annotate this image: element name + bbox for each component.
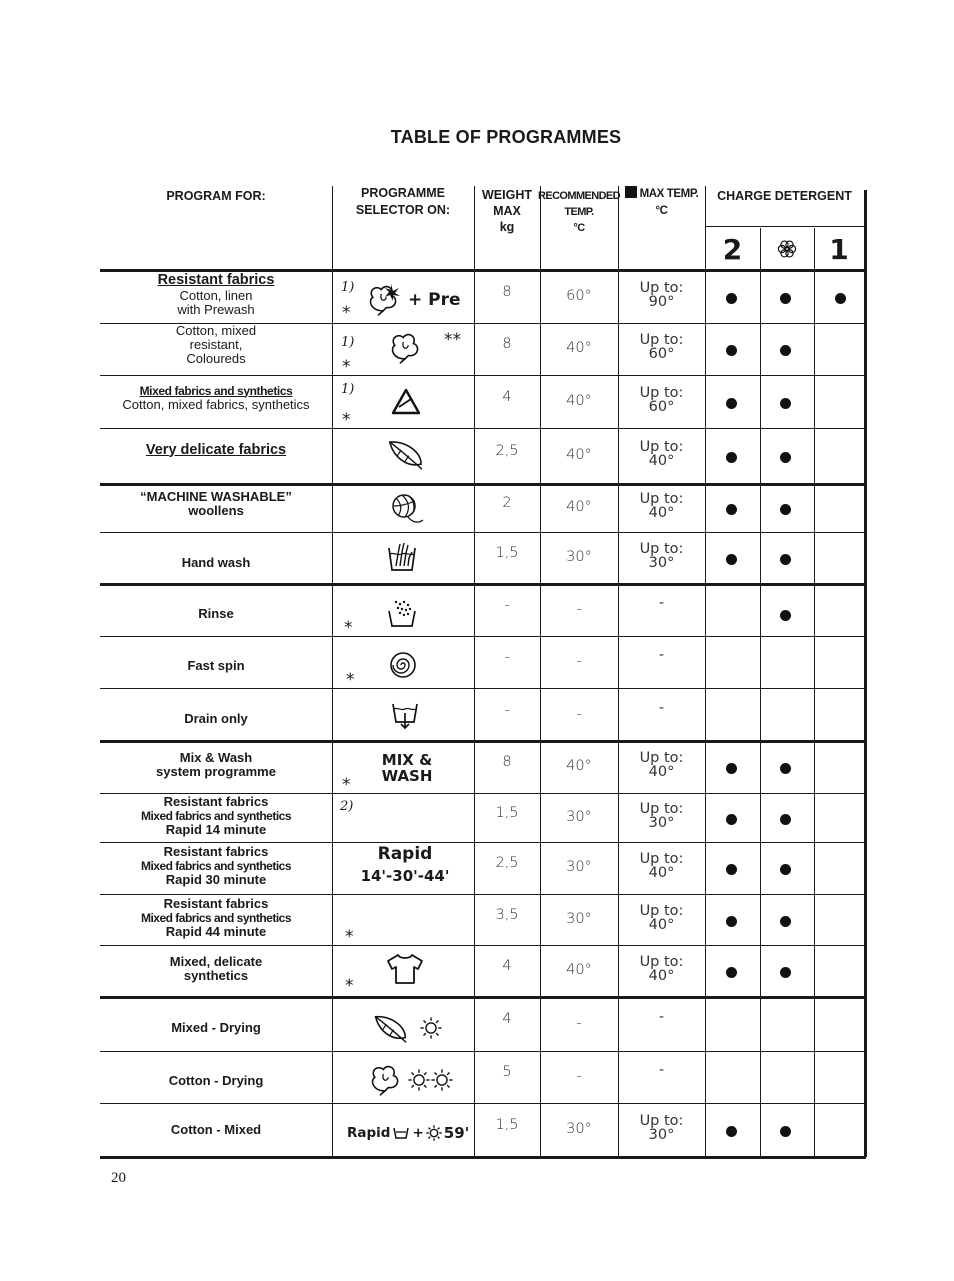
program-name-cell <box>100 319 332 371</box>
footnote-1: 1) <box>341 280 355 295</box>
weight-cell <box>474 636 540 678</box>
max-temp-cell <box>618 1051 705 1089</box>
recommended-temp-value: 40° <box>566 392 592 409</box>
softener-dot <box>780 398 791 409</box>
recommended-temp-value: 40° <box>566 447 592 463</box>
recommended-temp-cell <box>540 534 618 580</box>
header-selector <box>332 186 474 218</box>
weight-cell <box>474 1103 540 1147</box>
recommended-temp-cell <box>540 1053 618 1099</box>
max-temp-value: Up to: <box>639 491 684 507</box>
recommended-temp-value: - <box>576 705 582 722</box>
weight-cell <box>474 793 540 832</box>
recommended-temp-cell <box>540 896 618 941</box>
star-marker: * <box>345 927 354 947</box>
drain-icon <box>390 700 420 730</box>
cotton-prewash-icon-wrap <box>366 282 400 316</box>
wool-icon-wrap <box>388 490 424 526</box>
max-temp-cell <box>618 375 705 424</box>
program-name-cell <box>100 943 332 995</box>
header-text: kg <box>499 220 515 234</box>
weight-cell <box>474 532 540 574</box>
recommended-temp-cell <box>540 377 618 424</box>
max-temp-value: 30° <box>648 1127 675 1143</box>
recommended-temp-cell <box>540 795 618 838</box>
recommended-temp-value: 40° <box>566 962 592 978</box>
recommended-temp-cell <box>540 586 618 632</box>
weight-value: 1,5 <box>495 1117 519 1133</box>
softener-dot <box>780 293 791 304</box>
recommended-temp-value: - <box>576 601 582 617</box>
weight-cell <box>474 741 540 783</box>
shirt-icon <box>385 952 425 986</box>
max-temp-value: 30° <box>648 555 675 571</box>
delicate-leaf-icon <box>386 437 424 471</box>
drying-sun-icon <box>426 1125 442 1141</box>
drying-sun-icon <box>431 1069 453 1091</box>
weight-cell <box>474 688 540 731</box>
column-divider <box>760 228 761 1157</box>
drain-icon-wrap <box>390 700 420 730</box>
mix-wash-line: WASH <box>381 767 433 785</box>
star-marker: * <box>344 618 353 638</box>
flower-icon <box>776 238 798 260</box>
recommended-temp-value: 30° <box>566 808 592 825</box>
cotton-icon-wrap <box>388 330 422 364</box>
weight-value: 1,5 <box>495 545 519 561</box>
max-temp-value: - <box>658 1009 665 1025</box>
max-temp-value: 40° <box>648 764 675 780</box>
program-name-line: Cotton, mixed fabrics, synthetics <box>122 396 310 412</box>
softener-dot <box>780 504 791 515</box>
page-title: TABLE OF PROGRAMMES <box>390 127 622 147</box>
weight-value: - <box>504 649 510 665</box>
column-divider <box>332 186 333 1157</box>
recommended-temp-value: 30° <box>566 1121 592 1137</box>
rapid-title: Rapid <box>377 844 433 864</box>
detergent-2-dot <box>726 452 737 463</box>
max-temp-value: 40° <box>648 968 675 984</box>
detergent-2-dot <box>726 864 737 875</box>
softener-dot <box>780 554 791 565</box>
star-marker: * <box>346 670 355 690</box>
weight-value: 5 <box>502 1064 512 1080</box>
softener-dot <box>780 916 791 927</box>
recommended-temp-value: - <box>576 1015 582 1031</box>
max-temp-cell <box>618 894 705 941</box>
recommended-temp-cell <box>540 325 618 371</box>
header-text: SELECTOR ON: <box>355 203 451 217</box>
program-name-line: Mixed fabrics and synthetics <box>140 910 292 925</box>
recommended-temp-value: 60° <box>566 287 592 304</box>
max-temp-value: Up to: <box>639 851 684 867</box>
weight-value: 4 <box>502 958 512 974</box>
double-star-marker: ** <box>444 330 461 350</box>
column-divider <box>705 186 706 1157</box>
recommended-temp-value: - <box>576 1068 582 1084</box>
header-text: RECOMMENDED <box>538 190 621 202</box>
star-marker: * <box>342 775 351 795</box>
weight-cell <box>474 1051 540 1093</box>
program-name-cell <box>100 588 332 640</box>
drying-sun-icon-wrap <box>431 1069 453 1091</box>
max-temp-value: Up to: <box>639 332 684 348</box>
cotton-drying-icon <box>368 1062 402 1096</box>
weight-value: 3,5 <box>495 906 519 923</box>
drying-sun-icon-wrap <box>408 1069 430 1091</box>
page-number: 20 <box>111 1170 126 1186</box>
detergent-2-dot <box>726 554 737 565</box>
max-temp-value: Up to: <box>639 384 684 401</box>
program-name-line: Mixed, delicate <box>169 954 263 969</box>
mix-wash-line: MIX & <box>381 751 433 769</box>
mix-wash-label <box>372 752 442 784</box>
weight-cell <box>474 375 540 418</box>
header-text: TEMP. <box>564 206 594 218</box>
weight-value: 8 <box>502 336 512 352</box>
recommended-temp-value: 40° <box>566 758 592 774</box>
rinse-icon-wrap <box>386 599 418 629</box>
compartment-1 <box>814 228 864 270</box>
weight-value: - <box>504 701 510 718</box>
recommended-temp-cell <box>540 1105 618 1153</box>
delicate-leaf-drying-icon <box>372 1012 408 1044</box>
program-name-line: Rinse <box>198 606 234 621</box>
program-name-cell <box>100 1103 332 1157</box>
program-name-line: system programme <box>156 764 276 779</box>
recommended-temp-cell <box>540 690 618 737</box>
max-temp-cell <box>618 428 705 480</box>
max-temp-value: Up to: <box>639 439 684 455</box>
program-name-line: Rapid 30 minute <box>165 872 267 887</box>
header-text: °C <box>573 222 585 234</box>
cotton-drying-icon-wrap <box>368 1062 402 1096</box>
recommended-temp-value: 30° <box>566 549 592 565</box>
program-name-line: synthetics <box>183 968 249 983</box>
detergent-1-dot <box>835 293 846 304</box>
softener-dot <box>780 864 791 875</box>
weight-cell <box>474 428 540 474</box>
max-temp-cell <box>618 584 705 622</box>
program-name-line: Very delicate fabrics <box>145 441 287 458</box>
program-name-cell <box>100 892 332 943</box>
program-name-line: Cotton - Mixed <box>170 1122 262 1137</box>
program-name-line: Mixed - Drying <box>171 1020 261 1035</box>
cotton-prewash-icon <box>366 282 400 316</box>
program-name-line: Mixed fabrics and synthetics <box>139 383 293 398</box>
cotton-icon <box>388 330 422 364</box>
recommended-temp-cell <box>540 743 618 789</box>
recommended-temp-cell <box>540 486 618 528</box>
recommended-temp-cell <box>540 430 618 480</box>
header-recommended <box>538 186 621 238</box>
max-temp-cell <box>618 532 705 580</box>
max-temp-cell <box>618 741 705 789</box>
weight-cell <box>474 584 540 626</box>
header-divider <box>705 226 865 227</box>
rapid-59-plus: + <box>412 1125 424 1141</box>
star-marker: * <box>342 303 351 323</box>
compartment-2 <box>705 228 760 270</box>
spin-icon-wrap <box>388 650 418 680</box>
softener-dot <box>780 1126 791 1137</box>
header-text: PROGRAMME <box>360 186 446 200</box>
max-temp-value: 90° <box>648 293 675 310</box>
program-name-line: Fast spin <box>187 658 245 673</box>
max-temp-value: 40° <box>648 453 675 469</box>
weight-value: - <box>504 597 510 613</box>
spin-icon <box>388 650 418 680</box>
star-marker: * <box>342 357 351 377</box>
rapid-59-label <box>347 1124 469 1142</box>
program-name-line: Mix & Wash <box>179 750 253 765</box>
softener-dot <box>780 967 791 978</box>
weight-value: 4 <box>502 388 512 405</box>
detergent-2-dot <box>726 763 737 774</box>
header-program-for <box>100 186 332 206</box>
detergent-2-dot <box>726 967 737 978</box>
program-name-cell <box>100 739 332 791</box>
max-temp-value: Up to: <box>639 541 684 557</box>
weight-cell <box>474 484 540 522</box>
softener-dot <box>780 610 791 621</box>
program-name-line: Cotton - Drying <box>168 1073 264 1088</box>
rapid-59-prefix: Rapid <box>347 1125 391 1141</box>
rapid-59-time: 59' <box>443 1124 470 1142</box>
max-temp-cell <box>618 997 705 1037</box>
weight-cell <box>474 945 540 987</box>
max-temp-cell <box>618 270 705 319</box>
program-name-cell <box>100 1001 332 1055</box>
recommended-temp-cell <box>540 947 618 993</box>
max-temp-value: Up to: <box>639 279 684 296</box>
rinse-icon <box>386 599 418 629</box>
header-text: WEIGHT <box>482 188 532 202</box>
program-name-cell <box>100 268 332 321</box>
softener-dot <box>780 345 791 356</box>
detergent-2-dot <box>726 916 737 927</box>
program-name-line: Mixed fabrics and synthetics <box>140 859 292 873</box>
max-temp-cell <box>618 688 705 727</box>
recommended-temp-cell <box>540 999 618 1047</box>
program-name-line: Rapid 14 minute <box>165 821 267 837</box>
max-temp-value: 60° <box>648 398 675 415</box>
program-name-line: Resistant fabrics <box>163 793 269 809</box>
weight-value: 8 <box>502 754 512 770</box>
weight-cell <box>474 997 540 1041</box>
rapid-label <box>345 843 465 887</box>
star-marker: * <box>342 410 351 430</box>
rapid-times: 14'-30'-44' <box>360 867 450 885</box>
header-text: CHARGE DETERGENT <box>717 188 852 203</box>
header-text: PROGRAM FOR: <box>166 188 266 203</box>
program-name-line: Coloureds <box>186 351 246 366</box>
program-name-line: Resistant fabrics <box>157 272 275 288</box>
prewash-label: + Pre <box>408 290 461 310</box>
weight-cell <box>474 270 540 313</box>
program-name-line: Mixed fabrics and synthetics <box>140 808 292 823</box>
program-name-cell <box>100 1055 332 1107</box>
max-temp-value: - <box>658 647 665 663</box>
program-name-line: Hand wash <box>181 555 251 570</box>
max-temp-value: Up to: <box>639 902 684 919</box>
detergent-2-dot <box>726 293 737 304</box>
wash-tub-icon <box>392 1126 410 1140</box>
column-divider <box>814 228 815 1157</box>
weight-value: 1,5 <box>495 804 519 821</box>
program-name-line: Cotton, linen <box>179 288 253 303</box>
footnote-1: 1) <box>341 382 355 397</box>
program-name-cell <box>100 640 332 692</box>
recommended-temp-value: 40° <box>566 499 592 515</box>
max-temp-value: Up to: <box>639 954 684 970</box>
hand-wash-icon <box>386 540 418 574</box>
weight-value: 4 <box>502 1011 512 1027</box>
weight-value: 2 <box>502 495 512 511</box>
max-temp-value: Up to: <box>639 800 684 817</box>
drying-sun-icon <box>408 1069 430 1091</box>
star-marker: * <box>345 976 354 996</box>
program-name-cell <box>100 422 332 478</box>
weight-value: 2,5 <box>495 443 519 459</box>
max-temp-cell <box>618 323 705 371</box>
program-name-line: Rapid 44 minute <box>165 923 267 939</box>
softener-dot <box>780 814 791 825</box>
max-temp-value: 40° <box>648 916 675 933</box>
header-charge-detergent <box>705 186 864 206</box>
program-name-cell <box>100 840 332 892</box>
program-name-line: Resistant fabrics <box>163 895 269 911</box>
wool-icon <box>388 490 424 526</box>
program-name-cell <box>100 537 332 589</box>
delicate-leaf-icon-wrap <box>386 437 424 471</box>
drying-sun-icon-wrap <box>420 1017 442 1039</box>
compartment-2-label: 2 <box>722 232 743 266</box>
softener-dot <box>780 452 791 463</box>
weight-cell <box>474 323 540 365</box>
synthetics-triangle-icon-wrap <box>390 387 422 417</box>
detergent-2-dot <box>726 504 737 515</box>
detergent-2-dot <box>726 398 737 409</box>
max-temp-value: 30° <box>648 814 675 831</box>
program-name-line: woollens <box>188 503 244 518</box>
detergent-2-dot <box>726 1126 737 1137</box>
weight-value: 2,5 <box>495 855 519 871</box>
max-temp-value: 40° <box>648 865 675 881</box>
max-temp-cell <box>618 484 705 528</box>
recommended-temp-value: 40° <box>566 340 592 356</box>
detergent-2-dot <box>726 345 737 356</box>
recommended-temp-value: 30° <box>566 910 592 927</box>
max-temp-cell <box>618 842 705 890</box>
recommended-temp-value: - <box>576 653 582 669</box>
max-temp-cell <box>618 1103 705 1153</box>
max-temp-cell <box>618 636 705 674</box>
program-name-line: Drain only <box>184 710 248 726</box>
weight-value: 8 <box>502 283 512 300</box>
program-name-line: Resistant fabrics <box>163 844 269 859</box>
max-temp-value: Up to: <box>639 1113 684 1129</box>
program-name-cell <box>100 692 332 745</box>
header-text: MAX TEMP. <box>639 188 699 200</box>
max-temp-cell <box>618 793 705 838</box>
compartment-1-label: 1 <box>829 232 849 266</box>
max-temp-value: - <box>658 699 665 716</box>
column-divider <box>864 190 867 1157</box>
program-name-line: “MACHINE WASHABLE” <box>140 489 292 504</box>
program-name-cell <box>100 480 332 528</box>
softener-dot <box>780 763 791 774</box>
footnote-1: 1) <box>341 335 355 350</box>
weight-cell <box>474 894 540 935</box>
header-text: MAX <box>493 204 521 218</box>
max-temp-cell <box>618 945 705 993</box>
weight-cell <box>474 842 540 884</box>
recommended-temp-cell <box>540 844 618 890</box>
max-temp-value: - <box>658 595 665 611</box>
shirt-icon-wrap <box>385 952 425 986</box>
compartment-softener <box>760 228 814 270</box>
max-temp-value: Up to: <box>639 750 684 766</box>
max-temp-value: 60° <box>648 346 675 362</box>
recommended-temp-value: 30° <box>566 859 592 875</box>
max-temp-value: 40° <box>648 505 675 521</box>
header-text: °C <box>655 205 668 217</box>
recommended-temp-cell <box>540 272 618 319</box>
header-weight <box>474 186 540 236</box>
program-name-line: with Prewash <box>177 302 255 317</box>
program-name-cell <box>100 791 332 840</box>
program-name-line: Cotton, mixed <box>175 323 257 338</box>
recommended-temp-cell <box>540 638 618 684</box>
footnote-2: 2) <box>340 799 354 814</box>
black-square-icon <box>625 186 637 198</box>
program-name-line: resistant, <box>189 337 243 352</box>
header-max-temp <box>618 186 705 220</box>
drying-sun-icon <box>420 1017 442 1039</box>
delicate-leaf-drying-icon-wrap <box>372 1012 408 1044</box>
program-name-cell <box>100 371 332 424</box>
hand-wash-icon-wrap <box>386 540 418 574</box>
max-temp-value: - <box>658 1062 665 1078</box>
header-text <box>625 186 699 203</box>
synthetics-triangle-icon <box>390 387 422 417</box>
detergent-2-dot <box>726 814 737 825</box>
